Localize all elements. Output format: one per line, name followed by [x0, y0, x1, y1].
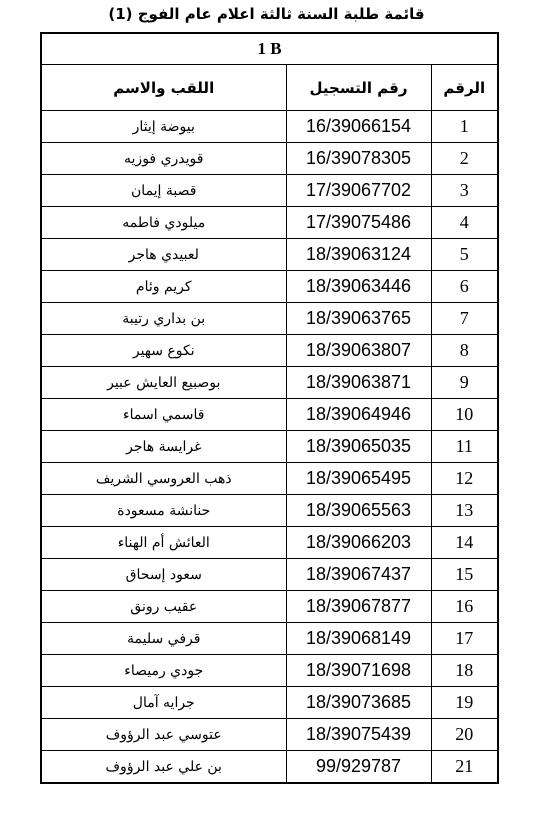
registration-number: 16/39066154: [286, 111, 431, 143]
student-name: بن علي عبد الرؤوف: [41, 751, 286, 784]
group-label: 1 B: [41, 33, 498, 65]
row-number: 3: [431, 175, 498, 207]
table-row: [41, 623, 498, 655]
registration-number: 18/39063124: [286, 239, 431, 271]
table-row: [41, 335, 498, 367]
student-name: قرفي سليمة: [41, 623, 286, 655]
group-row: [41, 33, 498, 65]
row-number: 12: [431, 463, 498, 495]
row-number: 1: [431, 111, 498, 143]
table-row: [41, 111, 498, 143]
table-row: [41, 175, 498, 207]
student-name: لعبيدي هاجر: [41, 239, 286, 271]
row-number: 19: [431, 687, 498, 719]
table-row: [41, 463, 498, 495]
registration-number: 16/39078305: [286, 143, 431, 175]
student-name: قصبة إيمان: [41, 175, 286, 207]
table-row: [41, 143, 498, 175]
student-table: [40, 32, 499, 784]
row-number: 11: [431, 431, 498, 463]
registration-number: 18/39068149: [286, 623, 431, 655]
registration-number: 18/39063807: [286, 335, 431, 367]
header-number: الرقم: [431, 65, 498, 111]
table-row: [41, 495, 498, 527]
row-number: 20: [431, 719, 498, 751]
registration-number: 17/39075486: [286, 207, 431, 239]
table-row: [41, 239, 498, 271]
student-name: جودي رميصاء: [41, 655, 286, 687]
table-row: [41, 591, 498, 623]
row-number: 14: [431, 527, 498, 559]
student-name: ميلودي فاطمه: [41, 207, 286, 239]
row-number: 7: [431, 303, 498, 335]
registration-number: 18/39066203: [286, 527, 431, 559]
table-row: [41, 399, 498, 431]
row-number: 4: [431, 207, 498, 239]
registration-number: 18/39067437: [286, 559, 431, 591]
table-row: [41, 687, 498, 719]
student-name: العائش أم الهناء: [41, 527, 286, 559]
row-number: 2: [431, 143, 498, 175]
registration-number: 99/929787: [286, 751, 431, 784]
table-row: [41, 431, 498, 463]
registration-number: 18/39071698: [286, 655, 431, 687]
student-name: بوصبيع العايش عبير: [41, 367, 286, 399]
student-name: نكوع سهير: [41, 335, 286, 367]
table-row: [41, 367, 498, 399]
header-name: اللقب والاسم: [41, 65, 286, 111]
header-registration: رقم التسجيل: [286, 65, 431, 111]
table-row: [41, 207, 498, 239]
registration-number: 17/39067702: [286, 175, 431, 207]
row-number: 15: [431, 559, 498, 591]
row-number: 17: [431, 623, 498, 655]
page-title: قائمة طلبة السنة ثالثة اعلام عام الفوج (1): [108, 5, 425, 23]
registration-number: 18/39065495: [286, 463, 431, 495]
row-number: 21: [431, 751, 498, 784]
table-row: [41, 271, 498, 303]
registration-number: 18/39073685: [286, 687, 431, 719]
student-name: ذهب العروسي الشريف: [41, 463, 286, 495]
table-body: [41, 111, 498, 784]
table-row: [41, 655, 498, 687]
student-name: كريم وئام: [41, 271, 286, 303]
table-row: [41, 303, 498, 335]
column-header-row: [41, 65, 498, 111]
registration-number: 18/39063446: [286, 271, 431, 303]
student-name: قويدري فوزيه: [41, 143, 286, 175]
student-name: قاسمي اسماء: [41, 399, 286, 431]
row-number: 8: [431, 335, 498, 367]
student-name: عتوسي عبد الرؤوف: [41, 719, 286, 751]
registration-number: 18/39067877: [286, 591, 431, 623]
registration-number: 18/39063871: [286, 367, 431, 399]
table-row: [41, 751, 498, 784]
registration-number: 18/39075439: [286, 719, 431, 751]
row-number: 16: [431, 591, 498, 623]
student-name: سعود إسحاق: [41, 559, 286, 591]
row-number: 6: [431, 271, 498, 303]
student-name: حنانشة مسعودة: [41, 495, 286, 527]
registration-number: 18/39064946: [286, 399, 431, 431]
table-row: [41, 559, 498, 591]
registration-number: 18/39065035: [286, 431, 431, 463]
row-number: 18: [431, 655, 498, 687]
registration-number: 18/39063765: [286, 303, 431, 335]
student-name: غرايسة هاجر: [41, 431, 286, 463]
student-name: بن بداري رتيبة: [41, 303, 286, 335]
table-row: [41, 527, 498, 559]
row-number: 10: [431, 399, 498, 431]
table-row: [41, 719, 498, 751]
student-name: عقيب رونق: [41, 591, 286, 623]
row-number: 13: [431, 495, 498, 527]
row-number: 5: [431, 239, 498, 271]
student-name: جرايه آمال: [41, 687, 286, 719]
student-name: بيوضة إيثار: [41, 111, 286, 143]
row-number: 9: [431, 367, 498, 399]
registration-number: 18/39065563: [286, 495, 431, 527]
